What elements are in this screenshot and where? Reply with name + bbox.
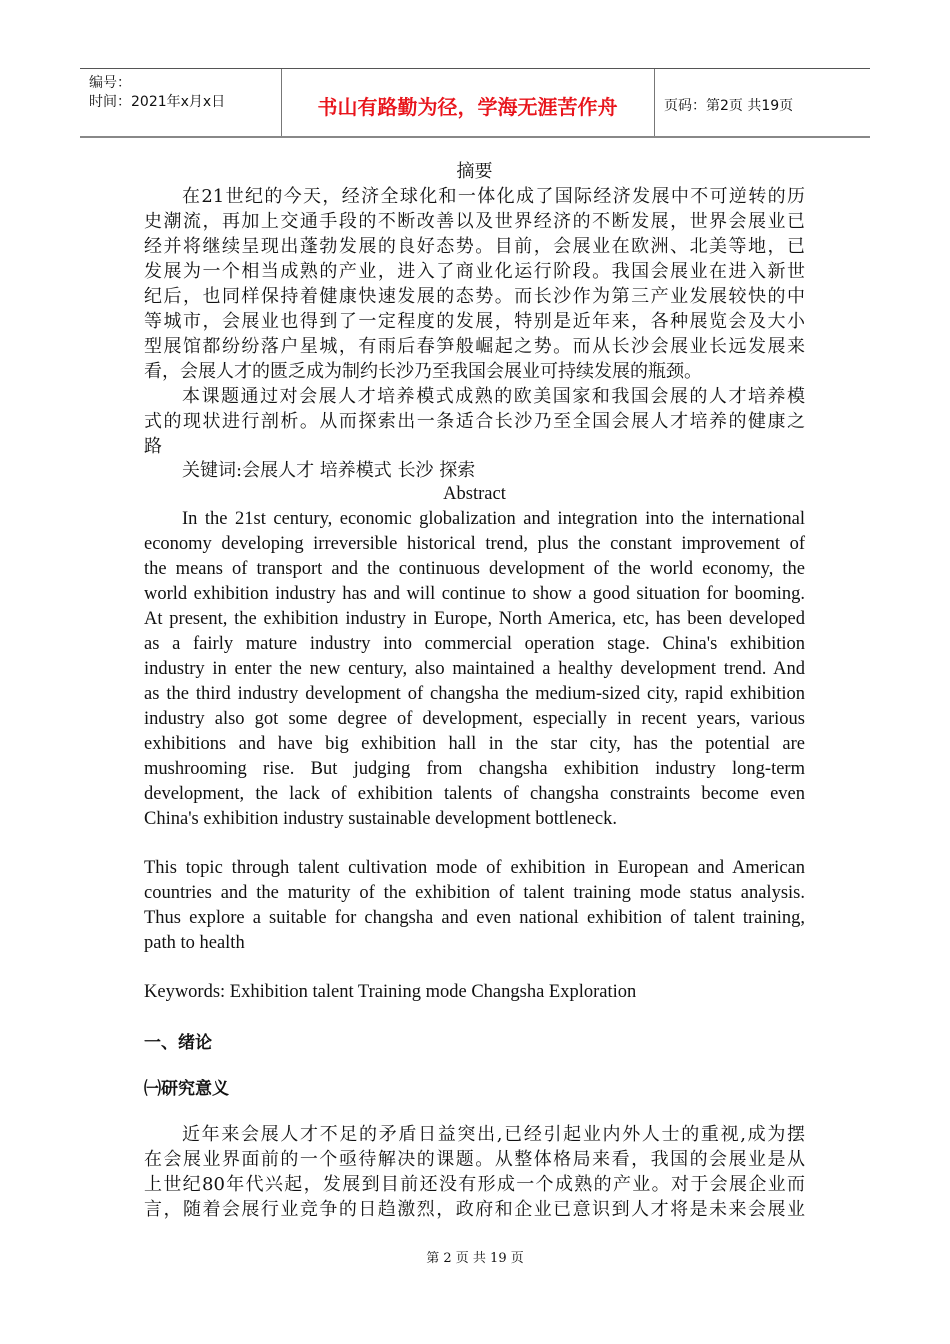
page-label: 页码：第2页 共19页 <box>664 98 794 114</box>
keywords-cn: 关键词:会展人才 培养模式 长沙 探索 <box>182 460 476 481</box>
number-label: 编号： <box>89 75 131 91</box>
text-line: 等城市，会展业也得到了一定程度的发展，特别是近年来，各种展览会及大小 <box>144 311 805 332</box>
text-line: 本课题通过对会展人才培养模式成熟的欧美国家和我国会展的人才培养模 <box>182 386 805 407</box>
text-line: industry in enter the new century, also maintained a healthy development trend. And <box>144 659 805 679</box>
text-line: as a fairly mature industry into commercial operation stage. China's exhibition <box>144 634 805 654</box>
text-line: 言，随着会展行业竞争的日趋激烈，政府和企业已意识到人才将是未来会展业 <box>144 1199 805 1220</box>
text-line: 纪后，也同样保持着健康快速发展的态势。而长沙作为第三产业发展较快的中 <box>144 286 805 307</box>
text-line: path to health <box>144 933 245 953</box>
divider <box>654 69 655 136</box>
text-line: 发展为一个相当成熟的产业，进入了商业化运行阶段。我国会展业在进入新世 <box>144 261 805 282</box>
text-line: 经并将继续呈现出蓬勃发展的良好态势。目前，会展业在欧洲、北美等地，已 <box>144 236 805 257</box>
text-line: economy developing irreversible historical trend, plus the constant improvement of <box>144 534 805 554</box>
section-heading: 一、绪论 <box>144 1033 212 1053</box>
text-line: 看，会展人才的匮乏成为制约长沙乃至我国会展业可持续发展的瓶颈。 <box>144 361 702 382</box>
text-line: 在21世纪的今天，经济全球化和一体化成了国际经济发展中不可逆转的历 <box>182 186 805 207</box>
text-line: 式的现状进行剖析。从而探索出一条适合长沙乃至全国会展人才培养的健康之 <box>144 411 805 432</box>
text-line: mushrooming rise. But judging from changsha exhibition industry long-term <box>144 759 805 779</box>
text-line: as the third industry development of changsha the medium-sized city, rapid exhibition <box>144 684 805 704</box>
text-line: world exhibition industry has and will continue to show a good situation for booming. <box>144 584 805 604</box>
page-header <box>80 68 870 138</box>
text-line: development, the lack of exhibition talents of changsha constraints become even <box>144 784 805 804</box>
time-label: 时间：2021年x月x日 <box>89 94 226 110</box>
text-line: At present, the exhibition industry in Europe, North America, etc, has been developed <box>144 609 805 629</box>
text-line: 型展馆都纷纷落户星城，有雨后春笋般崛起之势。而从长沙会展业长远发展来 <box>144 336 805 357</box>
page-footer: 第 2 页 共 19 页 <box>426 1251 524 1266</box>
text-line: 上世纪80年代兴起，发展到目前还没有形成一个成熟的产业。对于会展企业而 <box>144 1174 805 1195</box>
text-line: industry also got some degree of development, especially in recent years, various <box>144 709 805 729</box>
text-line: 近年来会展人才不足的矛盾日益突出,已经引起业内外人士的重视,成为摆 <box>182 1124 805 1145</box>
text-line: countries and the maturity of the exhibition of talent training mode status analysis. <box>144 883 805 903</box>
motto: 书山有路勤为径，学海无涯苦作舟 <box>317 95 618 119</box>
subsection-heading: ㈠研究意义 <box>144 1079 229 1099</box>
text-line: the means of transport and the continuous development of the world economy, the <box>144 559 805 579</box>
text-line: In the 21st century, economic globalization and integration into the international <box>182 509 805 529</box>
text-line: 史潮流，再加上交通手段的不断改善以及世界经济的不断发展，世界会展业已 <box>144 211 805 232</box>
text-line: China's exhibition industry sustainable development bottleneck. <box>144 809 617 829</box>
text-line: This topic through talent cultivation mode of exhibition in European and American <box>144 858 805 878</box>
abstract-title: 摘要 <box>456 161 493 182</box>
text-line: Thus explore a suitable for changsha and even national exhibition of talent training, <box>144 908 805 928</box>
text-line: exhibitions and have big exhibition hall in the star city, has the potential are <box>144 734 805 754</box>
text-line: 路 <box>144 436 162 457</box>
text-line: 在会展业界面前的一个亟待解决的课题。从整体格局来看，我国的会展业是从 <box>144 1149 805 1170</box>
keywords-en: Keywords: Exhibition talent Training mode Changsha Exploration <box>144 982 637 1002</box>
abstract-en-title: Abstract <box>443 484 506 504</box>
